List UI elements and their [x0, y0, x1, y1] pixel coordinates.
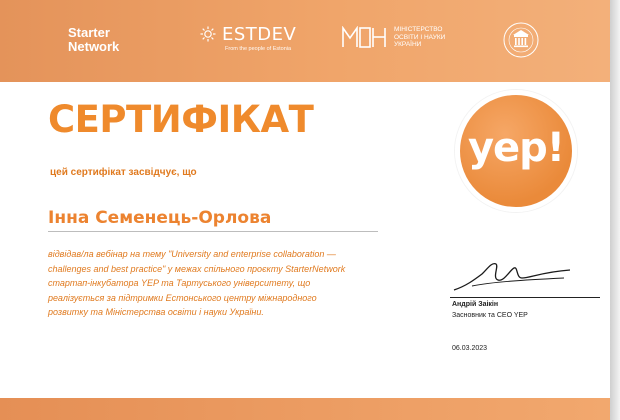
page-edge-shadow	[610, 0, 620, 420]
signature-line	[450, 297, 600, 298]
yep-badge-text: yep!	[467, 125, 565, 171]
footer-band	[0, 398, 610, 420]
certificate-body	[48, 247, 393, 320]
estdev-wordmark: ESTDEV	[222, 24, 297, 45]
body-line: challenges and best practice" у межах спільного проєкту StarterNetwork	[48, 263, 346, 274]
signer-role: Засновник та CEO YEP	[452, 312, 528, 319]
starter-logo-line2: Network	[68, 39, 120, 54]
starter-network-logo	[68, 26, 119, 54]
certificate-title: СЕРТИФІКАТ	[48, 98, 314, 141]
starter-logo-line1: Starter	[68, 25, 110, 40]
recipient-name: Інна Семенець-Орлова	[48, 208, 272, 228]
name-underline	[48, 231, 378, 232]
ministry-emblem-icon	[342, 26, 388, 48]
body-line: стартап-інкубатора YEP та Тартуського університету, що	[48, 278, 311, 288]
ministry-name: МІНІСТЕРСТВО ОСВІТИ І НАУКИ УКРАЇНИ	[394, 26, 446, 48]
signer-name: Андрій Заікін	[452, 301, 499, 308]
estdev-sun-icon	[200, 26, 216, 42]
body-line: розвитку та Міністерства освіти і науки України.	[48, 307, 264, 317]
header-band	[0, 0, 610, 82]
certificate-date: 06.03.2023	[452, 345, 488, 352]
estdev-tagline: From the people of Estonia	[225, 46, 292, 52]
yep-badge	[455, 90, 577, 212]
certificate-subtitle: цей сертифікат засвідчує, що	[50, 167, 197, 178]
handwritten-signature	[452, 256, 572, 296]
university-seal-icon	[503, 22, 539, 58]
body-line: реалізується за підтримки Естонського центру міжнародного	[48, 292, 317, 303]
body-line: відвідав/ла вебінар на тему "University and enterprise collaboration —	[48, 249, 336, 259]
